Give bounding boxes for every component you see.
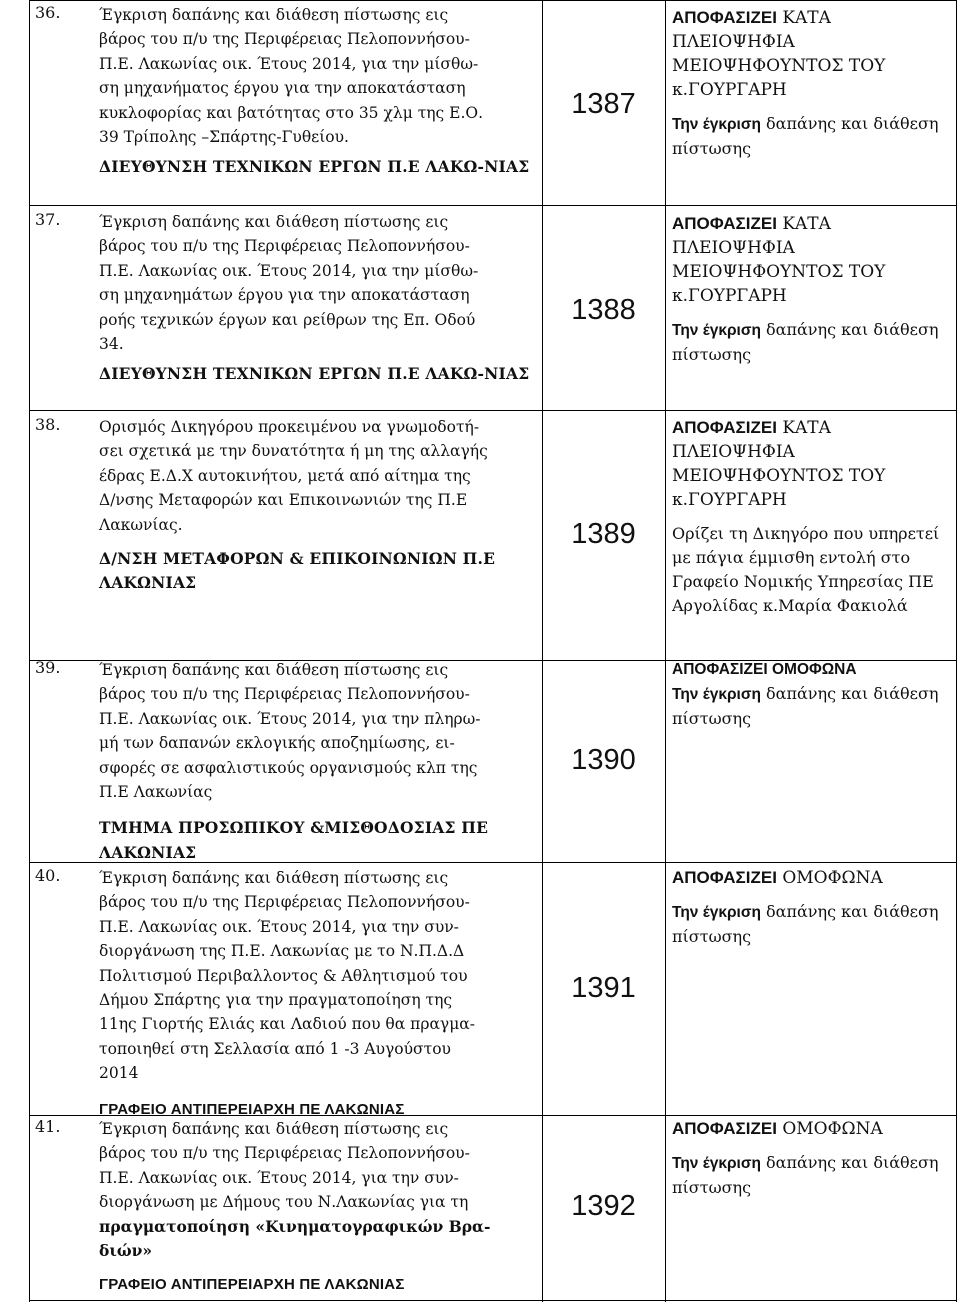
description-line: 39 Τρίπολης –Σπάρτης-Γυθείου. xyxy=(99,128,349,147)
decision-text xyxy=(672,416,954,618)
item-description xyxy=(99,1117,537,1298)
description-line: βάρος του π/υ της Περιφέρειας Πελοποννήσου- xyxy=(99,893,470,912)
description-line: 2014 xyxy=(99,1064,139,1083)
decision-number: 1387 xyxy=(571,88,636,120)
column-divider-2 xyxy=(665,0,666,1302)
description-line: έδρας Ε.Δ.Χ αυτοκινήτου, μετά από αίτημα της xyxy=(99,466,471,485)
decision-verb: ΑΠΟΦΑΣΙΖΕΙ xyxy=(672,1119,777,1138)
decision-majority: ΚΑΤΑ ΠΛΕΙΟΨΗΦΙΑ ΜΕΙΟΨΗΦΟΥΝΤΟΣ ΤΟΥ κ.ΓΟΥΡΓΑΡΗ xyxy=(672,8,886,100)
decision-number: 1392 xyxy=(571,1190,636,1222)
description-line: 11ης Γιορτής Ελιάς και Λαδιού που θα πραγμα- xyxy=(99,1015,475,1034)
description-line: μή των δαπανών εκλογικής αποζημίωσης, ει- xyxy=(99,734,455,753)
description-line: ση μηχανήματος έργου για την αποκατάσταση xyxy=(99,79,466,98)
description-line: διοργάνωση της Π.Ε. Λακωνίας με το Ν.Π.Δ.Δ xyxy=(99,942,465,961)
item-number: 36. xyxy=(35,3,61,22)
decision-approve-text: δαπάνης και διάθεση πίστωσης xyxy=(672,320,939,364)
decision-approve-label: Την έγκριση xyxy=(672,904,761,921)
description-line: 34. xyxy=(99,335,124,354)
description-line: Έγκριση δαπάνης και διάθεση πίστωσης εις xyxy=(99,1120,449,1138)
decision-verb: ΑΠΟΦΑΣΙΖΕΙ xyxy=(672,418,777,437)
decision-text xyxy=(672,658,954,731)
description-line: Π.Ε Λακωνίας xyxy=(99,783,213,802)
decision-text xyxy=(672,6,954,161)
description-line: κυκλοφορίας και βατότητας στο 35 χλμ της Ε.Ο. xyxy=(99,103,484,122)
decision-approve-text: δαπάνης και διάθεση πίστωσης xyxy=(672,114,939,158)
description-line: διών» xyxy=(99,1241,153,1261)
decision-approve-label: Την έγκριση xyxy=(672,1155,761,1172)
description-line: Ορισμός Δικηγόρου προκειμένου να γνωμοδοτή- xyxy=(99,418,480,436)
description-line: Λακωνίας. xyxy=(99,515,183,534)
row-divider xyxy=(29,0,957,1)
description-line: Π.Ε. Λακωνίας οικ. Έτους 2014, για την συν- xyxy=(99,917,459,936)
item-description xyxy=(99,658,537,865)
department-name: ΓΡΑΦΕΙΟ ΑΝΤΙΠΕΡΕΙΑΡΧΗ ΠΕ ΛΑΚΩΝΙΑΣ xyxy=(99,1276,405,1294)
decision-majority: ΟΜΟΦΩΝΑ xyxy=(782,1119,883,1139)
item-number: 39. xyxy=(35,658,61,677)
decision-text xyxy=(672,1117,954,1200)
description-line: σει σχετικά με την δυνατότητα ή μη της αλλαγής xyxy=(99,442,488,461)
description-line: βάρος του π/υ της Περιφέρειας Πελοποννήσου- xyxy=(99,30,470,49)
description-line: τοποιηθεί στη Σελλασία από 1 -3 Αυγούστου xyxy=(99,1039,451,1058)
description-line: Έγκριση δαπάνης και διάθεση πίστωσης εις xyxy=(99,213,449,231)
decision-approve-text: δαπάνης και διάθεση πίστωσης xyxy=(672,902,939,946)
department-name: ΓΡΑΦΕΙΟ ΑΝΤΙΠΕΡΕΙΑΡΧΗ ΠΕ ΛΑΚΩΝΙΑΣ xyxy=(99,1100,405,1118)
description-line: Πολιτισμού Περιβαλλοντος & Αθλητισμού του xyxy=(99,966,468,985)
decision-verb: ΑΠΟΦΑΣΙΖΕΙ xyxy=(672,214,777,233)
item-description xyxy=(99,866,537,1122)
department-name: ΔΙΕΥΘΥΝΣΗ ΤΕΧΝΙΚΩΝ ΕΡΓΩΝ Π.Ε ΛΑΚΩ-ΝΙΑΣ xyxy=(99,364,530,384)
description-line: Δ/νσης Μεταφορών και Επικοινωνιών της Π.Ε xyxy=(99,491,468,510)
description-line: βάρος του π/υ της Περιφέρειας Πελοποννήσου- xyxy=(99,237,470,256)
description-line: Έγκριση δαπάνης και διάθεση πίστωσης εις xyxy=(99,869,449,887)
decision-number: 1388 xyxy=(571,294,636,326)
decision-approve-text: δαπάνης και διάθεση πίστωσης xyxy=(672,684,939,728)
description-line: βάρος του π/υ της Περιφέρειας Πελοποννήσου- xyxy=(99,1144,470,1163)
row-divider xyxy=(29,1300,957,1301)
department-name: Δ/ΝΣΗ ΜΕΤΑΦΟΡΩΝ & ΕΠΙΚΟΙΝΩΝΙΩΝ Π.Ε ΛΑΚΩΝΙΑΣ xyxy=(99,549,496,593)
decision-majority: ΚΑΤΑ ΠΛΕΙΟΨΗΦΙΑ ΜΕΙΟΨΗΦΟΥΝΤΟΣ ΤΟΥ κ.ΓΟΥΡΓΑΡΗ xyxy=(672,214,886,306)
description-line: Έγκριση δαπάνης και διάθεση πίστωσης εις xyxy=(99,6,449,24)
item-number: 38. xyxy=(35,415,61,434)
item-number: 40. xyxy=(35,866,61,885)
description-line: Δήμου Σπάρτης για την πραγματοποίηση της xyxy=(99,991,453,1010)
description-line: Π.Ε. Λακωνίας οικ. Έτους 2014, για την πληρω- xyxy=(99,709,481,728)
description-line: διοργάνωση με Δήμους του Ν.Λακωνίας για τη xyxy=(99,1193,469,1212)
item-description xyxy=(99,3,537,180)
description-line: ση μηχανημάτων έργου για την αποκατάσταση xyxy=(99,286,470,305)
decision-text xyxy=(672,212,954,367)
decision-majority: ΟΜΟΦΩΝΑ xyxy=(782,868,883,888)
description-line: ροής τεχνικών έργων και ρείθρων της Επ. Οδού xyxy=(99,310,476,329)
description-line: Π.Ε. Λακωνίας οικ. Έτους 2014, για την μίσθω- xyxy=(99,261,479,280)
table-border-left xyxy=(29,0,30,1302)
decision-number: 1390 xyxy=(571,744,636,776)
row-divider xyxy=(29,410,957,411)
row-divider xyxy=(29,205,957,206)
decision-text xyxy=(672,866,954,949)
column-divider-1 xyxy=(542,0,543,1302)
description-line: Π.Ε. Λακωνίας οικ. Έτους 2014, για την μίσθω- xyxy=(99,54,479,73)
description-line: Έγκριση δαπάνης και διάθεση πίστωσης εις xyxy=(99,661,449,679)
table-border-right xyxy=(956,0,957,1302)
item-number: 37. xyxy=(35,210,61,229)
item-number: 41. xyxy=(35,1117,61,1136)
item-description xyxy=(99,415,537,596)
department-name: ΔΙΕΥΘΥΝΣΗ ΤΕΧΝΙΚΩΝ ΕΡΓΩΝ Π.Ε ΛΑΚΩ-ΝΙΑΣ xyxy=(99,157,530,177)
department-name: ΤΜΗΜΑ ΠΡΟΣΩΠΙΚΟΥ &ΜΙΣΘΟΔΟΣΙΑΣ ΠΕ ΛΑΚΩΝΙΑΣ xyxy=(99,818,489,862)
decision-number: 1391 xyxy=(571,972,636,1004)
decision-approve-label: Την έγκριση xyxy=(672,686,761,703)
decision-number: 1389 xyxy=(571,518,636,550)
decision-verb: ΑΠΟΦΑΣΙΖΕΙ ΟΜΟΦΩΝΑ xyxy=(672,661,857,678)
decision-verb: ΑΠΟΦΑΣΙΖΕΙ xyxy=(672,8,777,27)
item-description xyxy=(99,210,537,387)
description-line: πραγματοποίηση «Κινηματογραφικών Βρα- xyxy=(99,1216,491,1236)
decisions-table xyxy=(29,0,957,1302)
description-line: Π.Ε. Λακωνίας οικ. Έτους 2014, για την συν- xyxy=(99,1168,459,1187)
decision-approve-text: δαπάνης και διάθεση πίστωσης xyxy=(672,1153,939,1197)
decision-approve-label: Την έγκριση xyxy=(672,322,761,339)
decision-verb: ΑΠΟΦΑΣΙΖΕΙ xyxy=(672,868,777,887)
decision-body: Ορίζει τη Δικηγόρο που υπηρετεί με πάγια έμμισθη εντολή στο Γραφείο Νομικής Υπηρεσίας ΠΕ Αργολίδας κ.Μαρία Φακιολά xyxy=(672,524,940,615)
description-line: σφορές σε ασφαλιστικούς οργανισμούς κλπ της xyxy=(99,758,478,777)
decision-approve-label: Την έγκριση xyxy=(672,116,761,133)
decision-majority: ΚΑΤΑ ΠΛΕΙΟΨΗΦΙΑ ΜΕΙΟΨΗΦΟΥΝΤΟΣ ΤΟΥ κ.ΓΟΥΡΓΑΡΗ xyxy=(672,418,886,510)
description-line: βάρος του π/υ της Περιφέρειας Πελοποννήσου- xyxy=(99,685,470,704)
